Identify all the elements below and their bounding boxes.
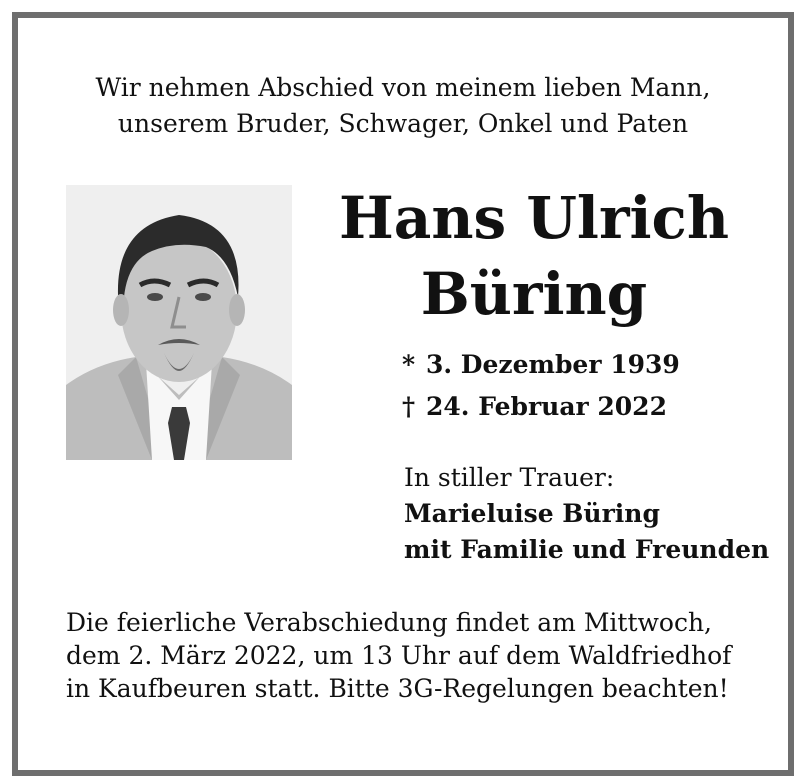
name-line-2: Büring — [420, 260, 648, 328]
cross-icon: † — [402, 392, 416, 421]
mourner-name: Marieluise Büring — [404, 499, 660, 528]
birth-date: 3. Dezember 1939 — [426, 350, 680, 379]
ceremony-line-3: in Kaufbeuren statt. Bitte 3G-Regelungen beachten! — [66, 674, 729, 703]
intro-line-1: Wir nehmen Abschied von meinem lieben Mann, — [95, 73, 711, 102]
obituary-frame — [12, 12, 794, 776]
intro-text — [18, 70, 788, 142]
ceremony-notice — [66, 606, 766, 705]
birth-date-row — [402, 344, 680, 386]
asterisk-icon: * — [402, 350, 416, 379]
mourner-family: mit Familie und Freunden — [404, 535, 770, 564]
death-date-row — [402, 386, 680, 428]
deceased-name — [314, 180, 754, 332]
life-dates — [402, 344, 680, 428]
mourners-intro: In stiller Trauer: — [404, 463, 615, 492]
death-date: 24. Februar 2022 — [426, 392, 667, 421]
name-line-1: Hans Ulrich — [338, 184, 730, 252]
intro-line-2: unserem Bruder, Schwager, Onkel und Paten — [117, 109, 689, 138]
ceremony-line-2: dem 2. März 2022, um 13 Uhr auf dem Waldfriedhof — [66, 641, 732, 670]
mourners-block — [404, 460, 769, 568]
portrait-photo — [66, 185, 292, 460]
ceremony-line-1: Die feierliche Verabschiedung findet am Mittwoch, — [66, 608, 713, 637]
